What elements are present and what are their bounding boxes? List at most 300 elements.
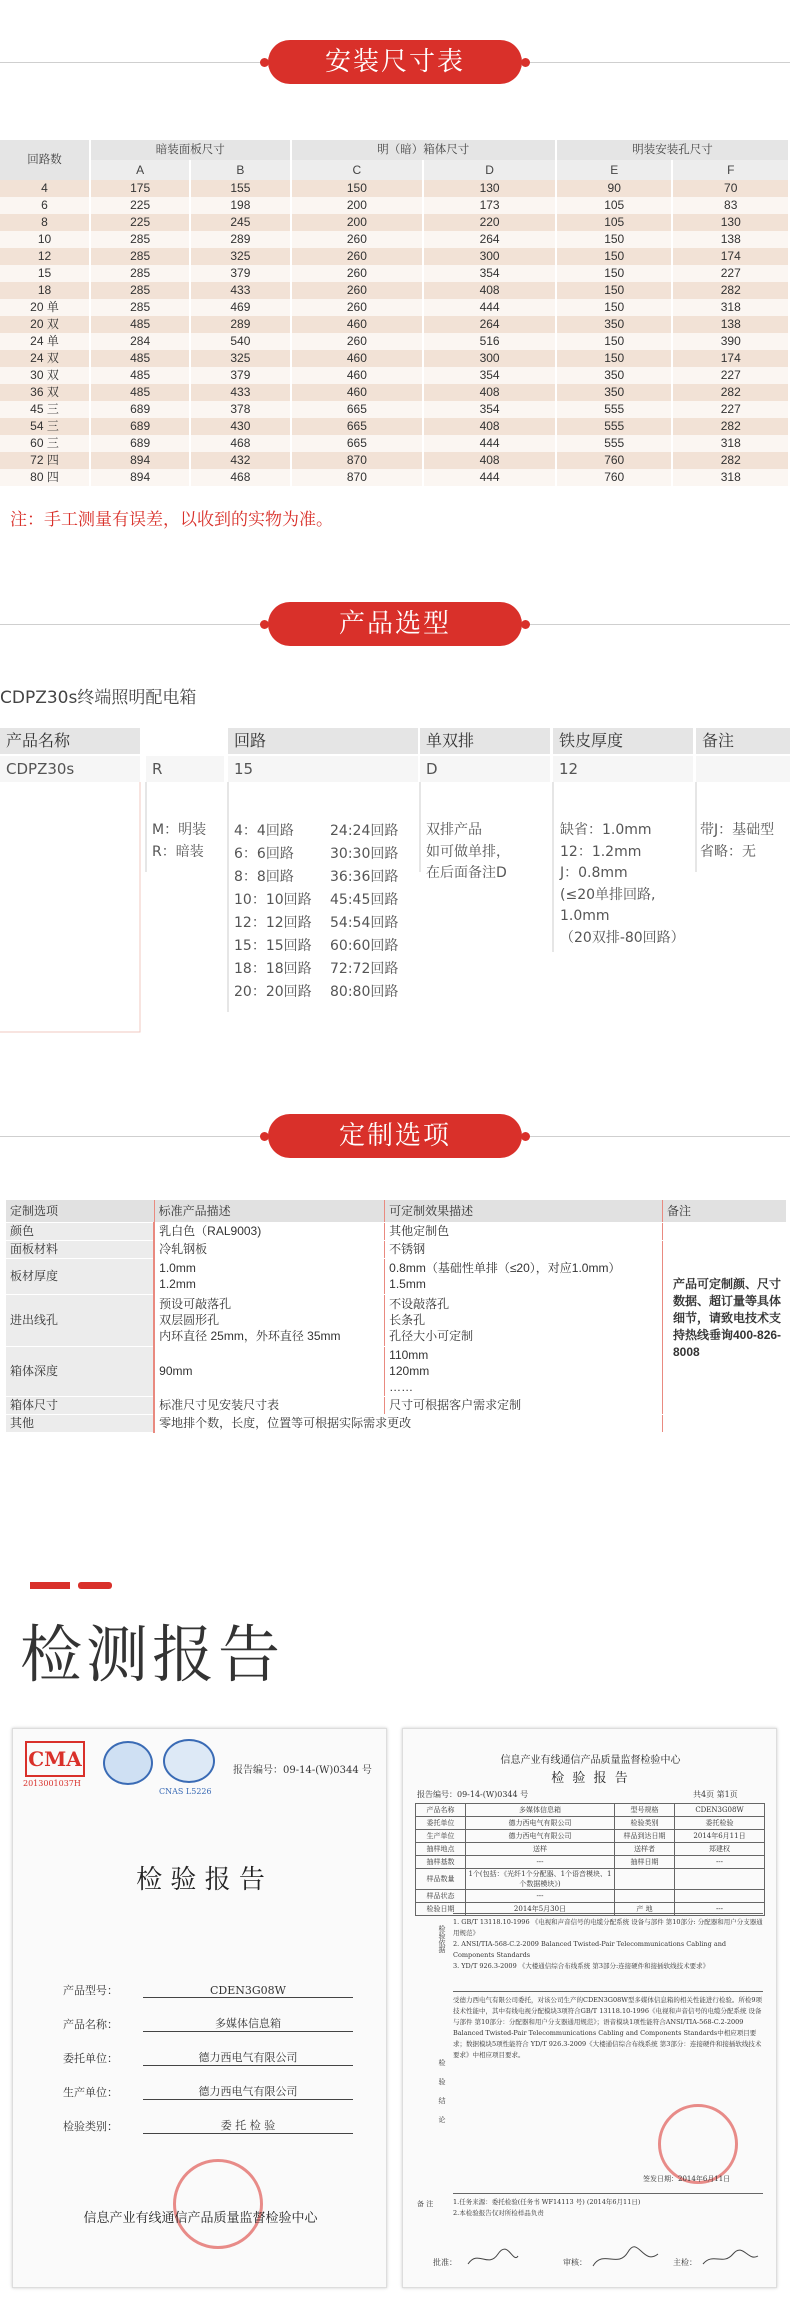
field-key: 委托单位： [63, 2052, 118, 2065]
report-number: 报告编号：09-14-(W)0344 号 [233, 1765, 372, 1776]
table-cell: 36 双 [0, 384, 90, 401]
section-title: 定制选项 [268, 1114, 522, 1158]
sel-value-thickness: 12 [553, 756, 693, 782]
measurement-note: 注：手工测量有误差，以收到的实物为准。 [10, 510, 333, 530]
table-cell: 72 四 [0, 452, 90, 469]
table-cell: 870 [291, 469, 424, 486]
table-row [0, 435, 789, 452]
table-cell: 150 [556, 265, 673, 282]
table-cell: 433 [190, 282, 290, 299]
report-info-table [415, 1803, 765, 1916]
sel-value-product: CDPZ30s [0, 756, 140, 782]
table-cell: 444 [423, 469, 556, 486]
table-cell: 485 [90, 316, 190, 333]
table-cell: 24 单 [0, 333, 90, 350]
report-info-row [416, 1890, 765, 1903]
rows-options: 双排产品 如可做单排， 在后面备注D [426, 822, 510, 881]
custom-header: 定制选项 [6, 1200, 154, 1222]
table-cell: 70 [672, 180, 789, 197]
table-cell: 300 [423, 248, 556, 265]
table-cell: 444 [423, 299, 556, 316]
table-row [0, 333, 789, 350]
info-value: 德力西电气有限公司 [466, 1830, 615, 1843]
report-footer: 信息产业有线通信产品质量监督检验中心 [83, 2211, 318, 2226]
table-cell: 227 [672, 401, 789, 418]
sel-label-circuit: 回路 [228, 728, 418, 754]
table-cell: 379 [190, 367, 290, 384]
table-cell: 12 [0, 248, 90, 265]
table-cell: 24 双 [0, 350, 90, 367]
custom-desc: 不锈钢 [385, 1240, 663, 1258]
report-field [63, 1964, 353, 1998]
report-field [63, 2100, 353, 2134]
option-name: 板材厚度 [6, 1258, 154, 1294]
table-cell: 227 [672, 265, 789, 282]
table-cell: 469 [190, 299, 290, 316]
basis-label: 检验依据 [438, 1925, 446, 1953]
table-cell: 408 [423, 418, 556, 435]
table-row [0, 231, 789, 248]
table-cell: 485 [90, 367, 190, 384]
table-cell: 130 [672, 214, 789, 231]
standard-desc: 冷轧钢板 [154, 1240, 385, 1258]
table-cell: 354 [423, 401, 556, 418]
conclusion-label: 检验结论 [438, 2059, 446, 2135]
info-key: 检验类别 [615, 1817, 675, 1830]
table-cell: 30 双 [0, 367, 90, 384]
field-value: 多媒体信息箱 [143, 2015, 353, 2032]
table-row [0, 197, 789, 214]
model-title: CDPZ30s终端照明配电箱 [0, 688, 197, 708]
table-cell: 150 [291, 180, 424, 197]
col-sub-header: E [556, 160, 673, 180]
table-row [0, 180, 789, 197]
table-cell: 485 [90, 384, 190, 401]
table-cell: 555 [556, 418, 673, 435]
info-key: 样品到达日期 [615, 1830, 675, 1843]
table-cell: 430 [190, 418, 290, 435]
page-indicator: 共4页 第1页 [693, 1790, 738, 1799]
table-cell: 894 [90, 469, 190, 486]
info-key: 样品数量 [416, 1869, 466, 1890]
report-number: 报告编号：09-14-(W)0344 号 [417, 1790, 529, 1799]
table-cell: 150 [556, 333, 673, 350]
table-cell: 282 [672, 282, 789, 299]
connector-product [0, 782, 140, 1032]
table-cell: 6 [0, 197, 90, 214]
info-value: 1个(包括：《光纤1个分配器、1个语音模块、1个数据模块》) [466, 1869, 615, 1890]
section-title: 产品选型 [268, 602, 522, 646]
field-key: 检验类别： [63, 2120, 118, 2133]
info-key: 产 地 [615, 1903, 675, 1916]
notes-label: 备 注 [417, 2200, 434, 2208]
col-group-header: 暗装面板尺寸 [90, 140, 291, 160]
table-cell: 260 [291, 282, 424, 299]
table-cell: 20 单 [0, 299, 90, 316]
table-cell: 289 [190, 231, 290, 248]
custom-header: 标准产品描述 [154, 1200, 385, 1222]
table-cell: 689 [90, 435, 190, 452]
table-cell: 138 [672, 231, 789, 248]
size-table [0, 140, 790, 486]
field-value: 委 托 检 验 [143, 2117, 353, 2134]
info-key: 抽样日期 [615, 1856, 675, 1869]
remark-options: 带J：基础型 省略：无 [700, 822, 775, 860]
table-cell: 225 [90, 214, 190, 231]
table-cell: 150 [556, 299, 673, 316]
table-cell: 468 [190, 469, 290, 486]
info-key: 送样者 [615, 1843, 675, 1856]
option-name: 进出线孔 [6, 1294, 154, 1346]
info-value: --- [466, 1856, 615, 1869]
table-cell: 460 [291, 316, 424, 333]
standard-desc: 预设可敲落孔 双层圆形孔 内环直径 25mm，外环直径 35mm [154, 1294, 385, 1346]
table-cell: 460 [291, 384, 424, 401]
table-cell: 460 [291, 350, 424, 367]
accent-bar [78, 1582, 112, 1589]
sel-label-product: 产品名称 [0, 728, 140, 754]
field-value: 德力西电气有限公司 [143, 2083, 353, 2100]
info-key: 委托单位 [416, 1817, 466, 1830]
table-cell: 60 三 [0, 435, 90, 452]
info-key [615, 1890, 675, 1903]
custom-header: 可定制效果描述 [385, 1200, 663, 1222]
table-cell: 260 [291, 299, 424, 316]
notes-text: 1.任务来源：委托检验(任务书 WF14113 号) (2014年6月11日) 2.本检验报告仅对所检样品负责 [453, 2193, 763, 2219]
cma-logo [25, 1741, 85, 1777]
table-row [0, 248, 789, 265]
info-key: 抽样基数 [416, 1856, 466, 1869]
info-key: 抽样地点 [416, 1843, 466, 1856]
table-cell: 130 [423, 180, 556, 197]
table-cell: 227 [672, 367, 789, 384]
table-cell: 665 [291, 418, 424, 435]
field-key: 产品名称： [63, 2018, 118, 2031]
standard-desc: 乳白色（RAL9003) [154, 1222, 385, 1240]
table-cell: 354 [423, 367, 556, 384]
table-cell: 408 [423, 452, 556, 469]
custom-desc: 尺寸可根据客户需求定制 [385, 1396, 663, 1414]
table-cell: 354 [423, 265, 556, 282]
table-cell: 760 [556, 469, 673, 486]
info-value: --- [466, 1890, 615, 1903]
option-name: 箱体深度 [6, 1346, 154, 1396]
report-title: 检 验 报 告 [551, 1771, 630, 1786]
table-cell: 468 [190, 435, 290, 452]
table-cell: 260 [291, 265, 424, 282]
table-cell: 260 [291, 333, 424, 350]
table-cell: 285 [90, 265, 190, 282]
table-cell: 689 [90, 418, 190, 435]
divider-dot [521, 1132, 530, 1141]
report-info-row [416, 1843, 765, 1856]
table-cell: 285 [90, 231, 190, 248]
info-value: 送样 [466, 1843, 615, 1856]
table-cell: 689 [90, 401, 190, 418]
table-cell: 20 双 [0, 316, 90, 333]
custom-remark: 产品可定制颜、尺寸数据、超订量等具体细节，请致电技术支持热线垂询400-826-8008 [663, 1222, 787, 1414]
option-name: 面板材料 [6, 1240, 154, 1258]
table-cell: 282 [672, 418, 789, 435]
table-row [0, 367, 789, 384]
info-value: CDEN3G08W [675, 1804, 765, 1817]
table-cell: 540 [190, 333, 290, 350]
divider-dot [521, 58, 530, 67]
info-key [615, 1869, 675, 1890]
reviewer: 审核： [563, 2258, 587, 2267]
table-cell: 80 四 [0, 469, 90, 486]
report-info-row [416, 1804, 765, 1817]
report-page-1 [402, 1728, 777, 2288]
table-cell: 45 三 [0, 401, 90, 418]
approver: 批准： [433, 2258, 457, 2267]
field-value: 德力西电气有限公司 [143, 2049, 353, 2066]
report-info-row [416, 1830, 765, 1843]
info-value: 2014年6月11日 [675, 1830, 765, 1843]
sel-label-remark: 备注 [696, 728, 790, 754]
col-sub-header: F [672, 160, 789, 180]
info-value [675, 1890, 765, 1903]
table-cell: 83 [672, 197, 789, 214]
divider-dot [521, 620, 530, 629]
cma-logo-text: CMA [28, 1747, 82, 1771]
col-sub-header: B [190, 160, 290, 180]
field-key: 产品型号： [63, 1984, 118, 1997]
field-value: CDEN3G08W [143, 1984, 353, 1998]
table-cell: 18 [0, 282, 90, 299]
table-cell: 173 [423, 197, 556, 214]
table-cell: 245 [190, 214, 290, 231]
info-value: 2014年5月30日 [466, 1903, 615, 1916]
table-row [0, 418, 789, 435]
info-value: 郑建权 [675, 1843, 765, 1856]
custom-row [6, 1414, 786, 1432]
table-cell: 432 [190, 452, 290, 469]
section-header-selection [0, 600, 790, 650]
sel-value-install: R [146, 756, 224, 782]
col-group-header: 明（暗）箱体尺寸 [291, 140, 556, 160]
table-cell: 105 [556, 214, 673, 231]
col-circuit-header: 回路数 [0, 140, 90, 180]
info-key: 型号规格 [615, 1804, 675, 1817]
table-cell: 378 [190, 401, 290, 418]
table-row [0, 350, 789, 367]
table-cell: 90 [556, 180, 673, 197]
option-name: 颜色 [6, 1222, 154, 1240]
report-info-row [416, 1817, 765, 1830]
info-value [675, 1869, 765, 1890]
table-cell: 555 [556, 401, 673, 418]
table-cell: 54 三 [0, 418, 90, 435]
signature-marks [463, 2244, 763, 2274]
table-cell: 760 [556, 452, 673, 469]
table-cell: 460 [291, 367, 424, 384]
cnas-number: CNAS L5226 [159, 1787, 212, 1796]
section-title: 安装尺寸表 [268, 40, 522, 84]
table-cell: 4 [0, 180, 90, 197]
sel-value-rows: D [420, 756, 550, 782]
table-cell: 390 [672, 333, 789, 350]
table-cell: 264 [423, 231, 556, 248]
table-cell: 894 [90, 452, 190, 469]
report-title: 检 验 报 告 [136, 1865, 265, 1895]
accent-bar [30, 1582, 70, 1589]
option-name: 其他 [6, 1414, 154, 1432]
report-fields [63, 1964, 353, 2134]
table-cell: 300 [423, 350, 556, 367]
report-field [63, 1998, 353, 2032]
inspector: 主检： [673, 2258, 697, 2267]
custom-desc: 0.8mm（基础性单排（≤20），对应1.0mm） 1.5mm [385, 1258, 663, 1294]
table-cell: 198 [190, 197, 290, 214]
table-cell: 870 [291, 452, 424, 469]
table-row [0, 316, 789, 333]
table-cell: 350 [556, 316, 673, 333]
official-stamp [658, 2104, 738, 2184]
custom-row [6, 1222, 786, 1240]
table-cell: 555 [556, 435, 673, 452]
standard-desc: 90mm [154, 1346, 385, 1396]
table-cell: 325 [190, 350, 290, 367]
table-cell: 318 [672, 435, 789, 452]
table-cell: 516 [423, 333, 556, 350]
table-cell: 408 [423, 282, 556, 299]
table-cell: 150 [556, 282, 673, 299]
table-cell: 220 [423, 214, 556, 231]
official-stamp [173, 2159, 263, 2249]
section-header-custom [0, 1112, 790, 1162]
table-cell: 318 [672, 299, 789, 316]
col-sub-header: A [90, 160, 190, 180]
table-cell: 285 [90, 299, 190, 316]
info-key: 产品名称 [416, 1804, 466, 1817]
table-cell: 433 [190, 384, 290, 401]
table-cell: 665 [291, 401, 424, 418]
info-value: --- [675, 1903, 765, 1916]
table-cell: 150 [556, 231, 673, 248]
table-cell: 15 [0, 265, 90, 282]
table-cell: 350 [556, 367, 673, 384]
table-cell: 155 [190, 180, 290, 197]
table-cell: 138 [672, 316, 789, 333]
table-row [0, 384, 789, 401]
info-key: 样品状态 [416, 1890, 466, 1903]
table-row [0, 401, 789, 418]
info-key: 检验日期 [416, 1903, 466, 1916]
table-cell: 444 [423, 435, 556, 452]
section-header-size [0, 38, 790, 88]
cqc-logo [103, 1741, 153, 1785]
option-name: 箱体尺寸 [6, 1396, 154, 1414]
cnas-logo [163, 1739, 215, 1783]
table-row [0, 282, 789, 299]
table-cell: 260 [291, 231, 424, 248]
info-value: 德力西电气有限公司 [466, 1817, 615, 1830]
custom-desc: 其他定制色 [385, 1222, 663, 1240]
table-cell: 284 [90, 333, 190, 350]
table-cell: 225 [90, 197, 190, 214]
table-cell: 174 [672, 248, 789, 265]
install-options: M：明装 R：暗装 [152, 822, 207, 860]
circuit-options-left: 4：4回路 6：6回路 8：8回路 10：10回路 12：12回路 15：15回路 18：18回路 20：20回路 [234, 823, 312, 1000]
table-cell: 175 [90, 180, 190, 197]
report-info-row [416, 1856, 765, 1869]
table-cell: 408 [423, 384, 556, 401]
report-info-row [416, 1869, 765, 1890]
thickness-options: 缺省：1.0mm 12：1.2mm J：0.8mm (≤20单排回路, 1.0mm （20双排-80回路） [560, 822, 685, 946]
table-cell: 282 [672, 384, 789, 401]
sel-label-rows: 单双排 [420, 728, 550, 754]
table-cell: 200 [291, 214, 424, 231]
standard-desc: 标准尺寸见安装尺寸表 [154, 1396, 385, 1414]
report-field [63, 2066, 353, 2100]
table-row [0, 265, 789, 282]
custom-desc: 不设敲落孔 长条孔 孔径大小可定制 [385, 1294, 663, 1346]
table-cell: 285 [90, 248, 190, 265]
table-cell: 10 [0, 231, 90, 248]
conclusion-text: 受德力西电气有限公司委托，对该公司生产的CDEN3G08W型多媒体信息箱的相关性能进行检验。所检9项技术性能中，其中有线电视分配模块3项符合GB/T 13118.10-1996《电视和声音信号的电缆分配系统 设备与部件 第10部分：分配器和用户分支器通用规范》；语音模块1项性能符合ANSI/TIA-568-C.2-2009 Balanced Twisted-Pair Telecommunications Cabling and Components Standards中相应项目要求；数据模块5项性能符合 YD/T 926.3-2009《大楼通信综合布线系统 第3部分：连接硬件和接插软线技术要求》中相应项目要求。 [453, 1991, 763, 2061]
table-cell: 325 [190, 248, 290, 265]
report-section-title: 检测报告 [20, 1618, 285, 1691]
basis-text: 1. GB/T 13118.10-1996 《电视和声音信号的电缆分配系统 设备与部件 第10部分: 分配器和用户分支器通用规范》 2. ANSI/TIA-568-C.2-2009 Balanced Twisted-Pair Telecommunications Cabling and Components Standards 3. YD/T 926.3-2009 《大楼通信综合布线系统 第3部分:连接硬件和接插软线技术要求》 [453, 1913, 763, 1972]
cma-number: 2013001037H [23, 1779, 81, 1788]
table-cell: 282 [672, 452, 789, 469]
custom-table [6, 1200, 786, 1433]
standard-desc: 零地排个数，长度，位置等可根据实际需求更改 [154, 1414, 662, 1432]
table-cell: 264 [423, 316, 556, 333]
info-key: 生产单位 [416, 1830, 466, 1843]
table-cell: 285 [90, 282, 190, 299]
table-cell: 379 [190, 265, 290, 282]
table-cell: 665 [291, 435, 424, 452]
remark-empty [663, 1414, 787, 1432]
circuit-options-right: 24:24回路 30:30回路 36:36回路 45:45回路 54:54回路 60:60回路 72:72回路 80:80回路 [330, 823, 399, 1000]
table-cell: 8 [0, 214, 90, 231]
table-cell: 105 [556, 197, 673, 214]
col-sub-header: C [291, 160, 424, 180]
field-key: 生产单位： [63, 2086, 118, 2099]
table-cell: 289 [190, 316, 290, 333]
table-row [0, 299, 789, 316]
table-cell: 150 [556, 350, 673, 367]
info-value: --- [675, 1856, 765, 1869]
col-group-header: 明装安装孔尺寸 [556, 140, 789, 160]
custom-header: 备注 [663, 1200, 787, 1222]
sign-date: 签发日期：2014年6月11日 [643, 2175, 731, 2183]
table-cell: 260 [291, 248, 424, 265]
table-cell: 350 [556, 384, 673, 401]
table-row [0, 214, 789, 231]
info-value: 委托检验 [675, 1817, 765, 1830]
standard-desc: 1.0mm 1.2mm [154, 1258, 385, 1294]
col-sub-header: D [423, 160, 556, 180]
table-cell: 485 [90, 350, 190, 367]
sel-label-thickness: 铁皮厚度 [553, 728, 693, 754]
sel-value-circuit: 15 [228, 756, 418, 782]
table-row [0, 469, 789, 486]
report-cover [12, 1728, 387, 2288]
report-field [63, 2032, 353, 2066]
custom-desc: 110mm 120mm …… [385, 1346, 663, 1396]
report-org: 信息产业有线通信产品质量监督检验中心 [500, 1755, 681, 1766]
sel-value-remark-empty [696, 756, 790, 782]
table-cell: 318 [672, 469, 789, 486]
table-row [0, 452, 789, 469]
info-value: 多媒体信息箱 [466, 1804, 615, 1817]
table-cell: 150 [556, 248, 673, 265]
table-cell: 174 [672, 350, 789, 367]
table-cell: 200 [291, 197, 424, 214]
